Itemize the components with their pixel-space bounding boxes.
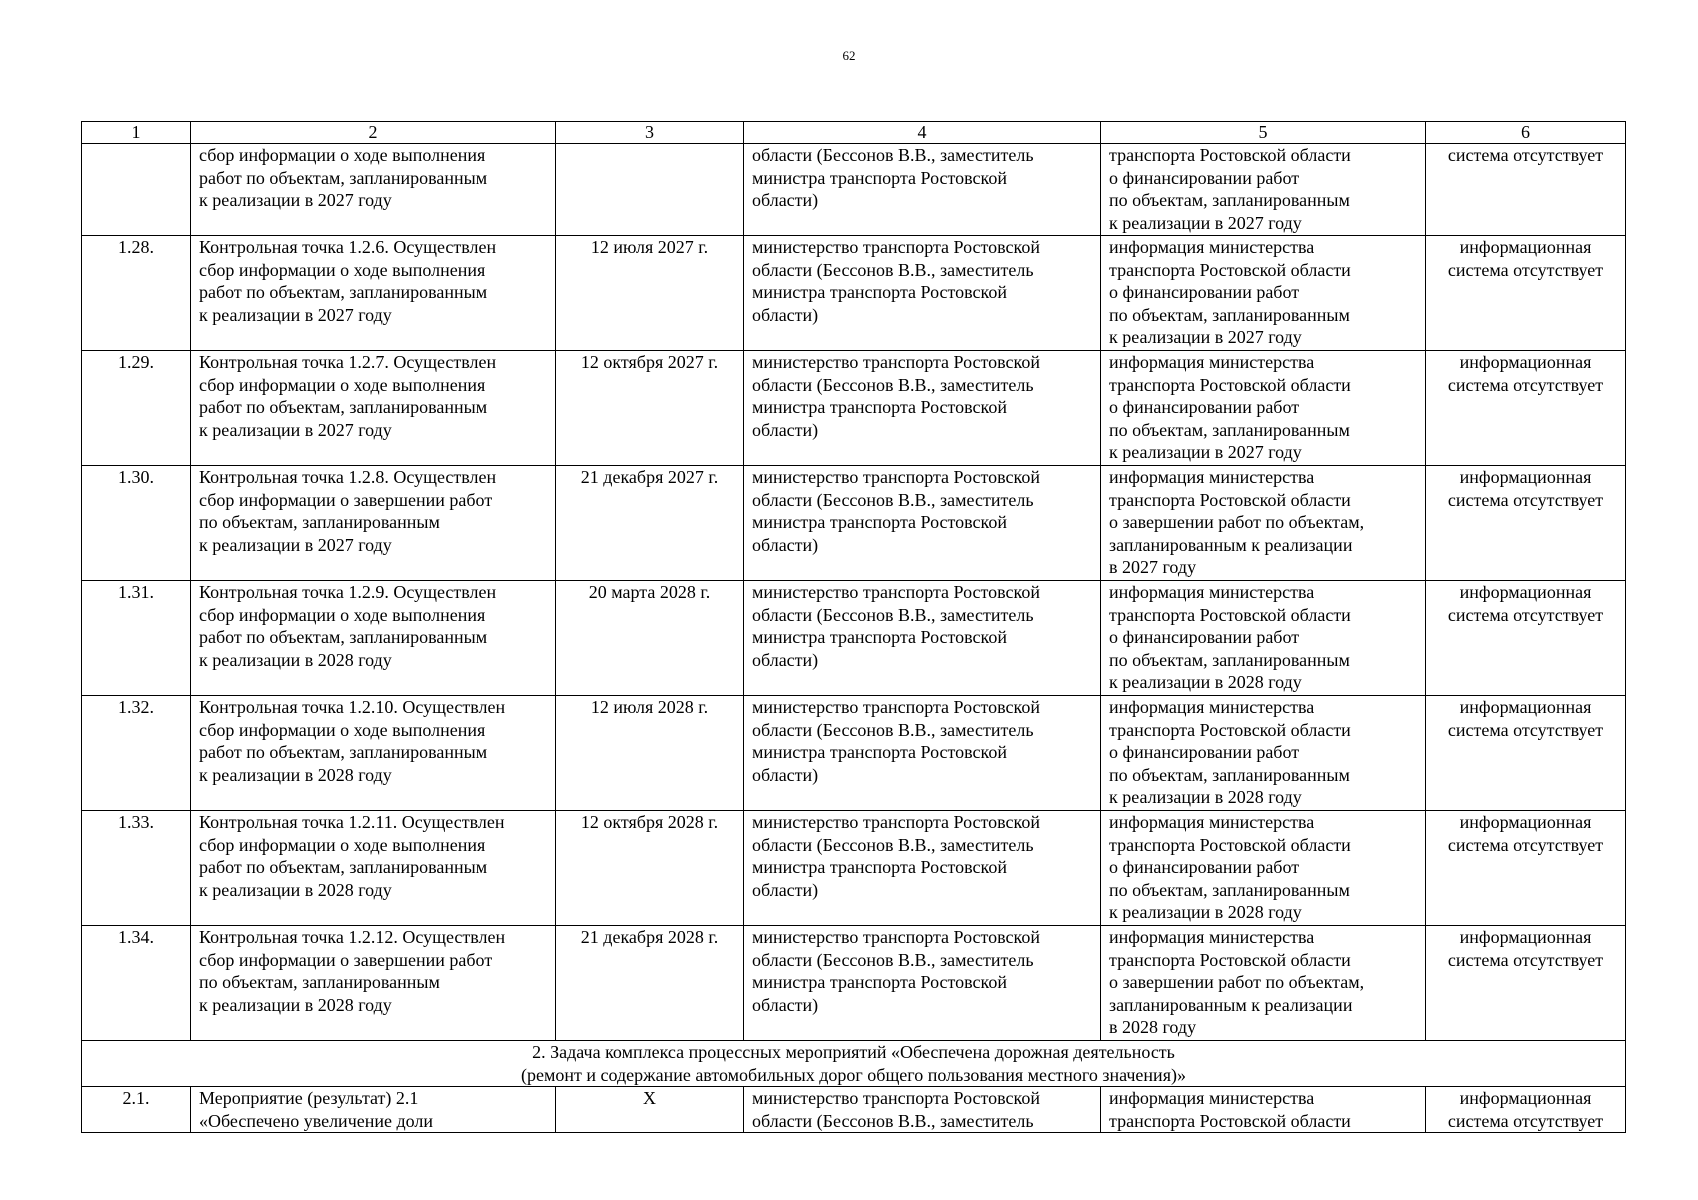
section-heading-row — [82, 1041, 1626, 1087]
row-number-cell: 1.30. — [82, 466, 191, 581]
information-system-cell — [1426, 351, 1626, 466]
cell-line: области (Бессонов В.В., заместитель — [752, 145, 1034, 165]
cell-line: области) — [752, 879, 819, 900]
document-cell — [1101, 1087, 1426, 1133]
information-system-cell — [1426, 581, 1626, 696]
column-header: 3 — [556, 122, 744, 144]
cell-line: информация министерства — [1109, 812, 1315, 832]
cell-line: информационная — [1459, 467, 1592, 487]
date-cell: 20 марта 2028 г. — [556, 581, 744, 696]
cell-line: транспорта Ростовской области — [1109, 949, 1351, 970]
cell-line: к реализации в 2028 году — [199, 879, 392, 900]
information-system-cell — [1426, 144, 1626, 236]
cell-line: министерство транспорта Ростовской — [752, 352, 1041, 372]
responsible-cell — [744, 144, 1101, 236]
information-system-cell — [1426, 811, 1626, 926]
cell-line: система отсутствует — [1447, 259, 1604, 280]
cell-line: о финансировании работ — [1109, 282, 1300, 303]
date-cell: Х — [556, 1087, 744, 1133]
cell-line: система отсутствует — [1447, 604, 1604, 625]
cell-line: министра транспорта Ростовской — [752, 512, 1007, 533]
cell-line: о финансировании работ — [1109, 627, 1300, 648]
cell-line: информация министерства — [1109, 237, 1315, 257]
cell-line: информационная — [1459, 927, 1592, 947]
cell-line: 2. Задача комплекса процессных мероприятий «Обеспечена дорожная деятельность — [532, 1042, 1175, 1062]
cell-line: области (Бессонов В.В., заместитель — [752, 949, 1034, 970]
responsible-cell — [744, 236, 1101, 351]
responsible-cell — [744, 466, 1101, 581]
cell-line: к реализации в 2028 году — [199, 994, 392, 1015]
cell-line: информационная — [1459, 812, 1592, 832]
table-row — [82, 144, 1626, 236]
cell-line: сбор информации о завершении работ — [199, 949, 493, 970]
cell-line: Мероприятие (результат) 2.1 — [199, 1088, 419, 1109]
cell-line: о завершении работ по объектам, — [1109, 512, 1365, 533]
cell-line: министра транспорта Ростовской — [752, 857, 1007, 878]
cell-line: система отсутствует — [1447, 1110, 1604, 1131]
column-header: 6 — [1426, 122, 1626, 144]
cell-line: информационная — [1459, 582, 1592, 602]
cell-line: области) — [752, 994, 819, 1015]
cell-line: министерство транспорта Ростовской — [752, 697, 1041, 717]
cell-line: министерство транспорта Ростовской — [752, 467, 1041, 487]
information-system-cell — [1426, 926, 1626, 1041]
cell-line: области (Бессонов В.В., заместитель — [752, 259, 1034, 280]
cell-line: транспорта Ростовской области — [1109, 1110, 1351, 1131]
cell-line: к реализации в 2027 году — [199, 534, 392, 555]
cell-line: министерство транспорта Ростовской — [752, 1088, 1041, 1109]
cell-line: в 2027 году — [1109, 557, 1197, 578]
date-cell: 21 декабря 2028 г. — [556, 926, 744, 1041]
cell-line: транспорта Ростовской области — [1109, 259, 1351, 280]
cell-line: области) — [752, 419, 819, 440]
information-system-cell — [1426, 696, 1626, 811]
cell-line: работ по объектам, запланированным — [199, 397, 488, 418]
cell-line: «Обеспечено увеличение доли — [199, 1110, 434, 1131]
cell-line: сбор информации о ходе выполнения — [199, 719, 486, 740]
cell-line: области (Бессонов В.В., заместитель — [752, 719, 1034, 740]
cell-line: информация министерства — [1109, 352, 1315, 372]
cell-line: система отсутствует — [1447, 374, 1604, 395]
cell-line: о финансировании работ — [1109, 857, 1300, 878]
table-row — [82, 351, 1626, 466]
cell-line: информация министерства — [1109, 1088, 1315, 1109]
cell-line: система отсутствует — [1447, 719, 1604, 740]
description-cell — [191, 1087, 556, 1133]
cell-line: области) — [752, 649, 819, 670]
description-cell — [191, 581, 556, 696]
cell-line: информация министерства — [1109, 927, 1315, 947]
cell-line: министра транспорта Ростовской — [752, 282, 1007, 303]
cell-line: сбор информации о ходе выполнения — [199, 259, 486, 280]
cell-line: Контрольная точка 1.2.7. Осуществлен — [199, 352, 497, 372]
date-cell — [556, 144, 744, 236]
cell-line: Контрольная точка 1.2.8. Осуществлен — [199, 467, 497, 487]
page-number: 62 — [842, 48, 856, 63]
cell-line: к реализации в 2028 году — [199, 764, 392, 785]
cell-line: к реализации в 2027 году — [1109, 212, 1302, 233]
cell-line: о финансировании работ — [1109, 742, 1300, 763]
document-cell — [1101, 144, 1426, 236]
cell-line: транспорта Ростовской области — [1109, 489, 1351, 510]
cell-line: работ по объектам, запланированным — [199, 627, 488, 648]
row-number-cell: 1.33. — [82, 811, 191, 926]
responsible-cell — [744, 926, 1101, 1041]
cell-line: работ по объектам, запланированным — [199, 282, 488, 303]
cell-line: области (Бессонов В.В., заместитель — [752, 489, 1034, 510]
column-number-header-row — [82, 122, 1626, 144]
cell-line: информационная — [1459, 237, 1592, 257]
cell-line: министерство транспорта Ростовской — [752, 237, 1041, 257]
cell-line: области (Бессонов В.В., заместитель — [752, 604, 1034, 625]
cell-line: сбор информации о завершении работ — [199, 489, 493, 510]
cell-line: к реализации в 2027 году — [1109, 327, 1302, 348]
table-row — [82, 926, 1626, 1041]
column-header: 2 — [191, 122, 556, 144]
document-cell — [1101, 926, 1426, 1041]
cell-line: в 2028 году — [1109, 1017, 1197, 1038]
information-system-cell — [1426, 236, 1626, 351]
cell-line: Контрольная точка 1.2.9. Осуществлен — [199, 582, 497, 602]
cell-line: министра транспорта Ростовской — [752, 397, 1007, 418]
description-cell — [191, 926, 556, 1041]
cell-line: о финансировании работ — [1109, 167, 1300, 188]
cell-line: министра транспорта Ростовской — [752, 167, 1007, 188]
row-number-cell: 1.31. — [82, 581, 191, 696]
cell-line: области (Бессонов В.В., заместитель — [752, 374, 1034, 395]
description-cell — [191, 811, 556, 926]
cell-line: области (Бессонов В.В., заместитель — [752, 1110, 1034, 1131]
responsible-cell — [744, 811, 1101, 926]
cell-line: информационная — [1459, 1088, 1592, 1109]
cell-line: по объектам, запланированным — [1109, 764, 1350, 785]
description-cell — [191, 144, 556, 236]
cell-line: запланированным к реализации — [1109, 994, 1353, 1015]
cell-line: министерство транспорта Ростовской — [752, 582, 1041, 602]
table-row — [82, 581, 1626, 696]
cell-line: информация министерства — [1109, 467, 1315, 487]
cell-line: министерство транспорта Ростовской — [752, 812, 1041, 832]
cell-line: области) — [752, 304, 819, 325]
document-cell — [1101, 696, 1426, 811]
cell-line: к реализации в 2028 году — [199, 649, 392, 670]
cell-line: транспорта Ростовской области — [1109, 604, 1351, 625]
cell-line: по объектам, запланированным — [1109, 190, 1350, 211]
date-cell: 12 июля 2028 г. — [556, 696, 744, 811]
responsible-cell — [744, 351, 1101, 466]
date-cell: 12 октября 2028 г. — [556, 811, 744, 926]
description-cell — [191, 466, 556, 581]
cell-line: министра транспорта Ростовской — [752, 972, 1007, 993]
cell-line: к реализации в 2028 году — [1109, 787, 1302, 808]
document-cell — [1101, 236, 1426, 351]
cell-line: по объектам, запланированным — [1109, 419, 1350, 440]
cell-line: Контрольная точка 1.2.11. Осуществлен — [199, 812, 505, 832]
cell-line: по объектам, запланированным — [199, 512, 440, 533]
row-number-cell: 1.34. — [82, 926, 191, 1041]
cell-line: работ по объектам, запланированным — [199, 167, 488, 188]
cell-line: Контрольная точка 1.2.12. Осуществлен — [199, 927, 506, 947]
description-cell — [191, 236, 556, 351]
cell-line: информация министерства — [1109, 697, 1315, 717]
cell-line: информационная — [1459, 352, 1592, 372]
cell-line: области) — [752, 534, 819, 555]
row-number-cell: 1.29. — [82, 351, 191, 466]
cell-line: министерство транспорта Ростовской — [752, 927, 1041, 947]
cell-line: система отсутствует — [1447, 949, 1604, 970]
document-cell — [1101, 811, 1426, 926]
cell-line: области) — [752, 764, 819, 785]
cell-line: Контрольная точка 1.2.10. Осуществлен — [199, 697, 506, 717]
cell-line: по объектам, запланированным — [199, 972, 440, 993]
table-row — [82, 1087, 1626, 1133]
table-row — [82, 811, 1626, 926]
cell-line: система отсутствует — [1447, 489, 1604, 510]
cell-line: работ по объектам, запланированным — [199, 857, 488, 878]
responsible-cell — [744, 696, 1101, 811]
cell-line: к реализации в 2028 году — [1109, 902, 1302, 923]
cell-line: области) — [752, 190, 819, 211]
date-cell: 21 декабря 2027 г. — [556, 466, 744, 581]
cell-line: области (Бессонов В.В., заместитель — [752, 834, 1034, 855]
column-header: 5 — [1101, 122, 1426, 144]
row-number-cell — [82, 144, 191, 236]
table-row — [82, 236, 1626, 351]
description-cell — [191, 696, 556, 811]
cell-line: министра транспорта Ростовской — [752, 742, 1007, 763]
description-cell — [191, 351, 556, 466]
table-row — [82, 696, 1626, 811]
cell-line: работ по объектам, запланированным — [199, 742, 488, 763]
cell-line: информационная — [1459, 697, 1592, 717]
cell-line: Контрольная точка 1.2.6. Осуществлен — [199, 237, 497, 257]
control-points-table — [81, 121, 1626, 1133]
row-number-cell: 2.1. — [82, 1087, 191, 1133]
column-header: 1 — [82, 122, 191, 144]
cell-line: к реализации в 2028 году — [1109, 672, 1302, 693]
information-system-cell — [1426, 1087, 1626, 1133]
responsible-cell — [744, 1087, 1101, 1133]
row-number-cell: 1.28. — [82, 236, 191, 351]
cell-line: министра транспорта Ростовской — [752, 627, 1007, 648]
cell-line: о завершении работ по объектам, — [1109, 972, 1365, 993]
table-row — [82, 466, 1626, 581]
cell-line: к реализации в 2027 году — [199, 419, 392, 440]
cell-line: транспорта Ростовской области — [1109, 145, 1351, 165]
information-system-cell — [1426, 466, 1626, 581]
cell-line: информация министерства — [1109, 582, 1315, 602]
column-header: 4 — [744, 122, 1101, 144]
document-cell — [1101, 351, 1426, 466]
cell-line: система отсутствует — [1447, 834, 1604, 855]
date-cell: 12 октября 2027 г. — [556, 351, 744, 466]
cell-line: транспорта Ростовской области — [1109, 834, 1351, 855]
cell-line: к реализации в 2027 году — [1109, 442, 1302, 463]
document-cell — [1101, 466, 1426, 581]
document-cell — [1101, 581, 1426, 696]
cell-line: по объектам, запланированным — [1109, 304, 1350, 325]
date-cell: 12 июля 2027 г. — [556, 236, 744, 351]
cell-line: о финансировании работ — [1109, 397, 1300, 418]
cell-line: запланированным к реализации — [1109, 534, 1353, 555]
cell-line: сбор информации о ходе выполнения — [199, 374, 486, 395]
cell-line: транспорта Ростовской области — [1109, 374, 1351, 395]
responsible-cell — [744, 581, 1101, 696]
row-number-cell: 1.32. — [82, 696, 191, 811]
cell-line: по объектам, запланированным — [1109, 649, 1350, 670]
cell-line: система отсутствует — [1447, 145, 1604, 165]
cell-line: к реализации в 2027 году — [199, 190, 392, 211]
section-heading — [82, 1041, 1626, 1087]
cell-line: транспорта Ростовской области — [1109, 719, 1351, 740]
cell-line: по объектам, запланированным — [1109, 879, 1350, 900]
cell-line: сбор информации о ходе выполнения — [199, 145, 486, 165]
cell-line: к реализации в 2027 году — [199, 304, 392, 325]
cell-line: сбор информации о ходе выполнения — [199, 834, 486, 855]
cell-line: (ремонт и содержание автомобильных дорог общего пользования местного значения)» — [521, 1064, 1186, 1085]
cell-line: сбор информации о ходе выполнения — [199, 604, 486, 625]
